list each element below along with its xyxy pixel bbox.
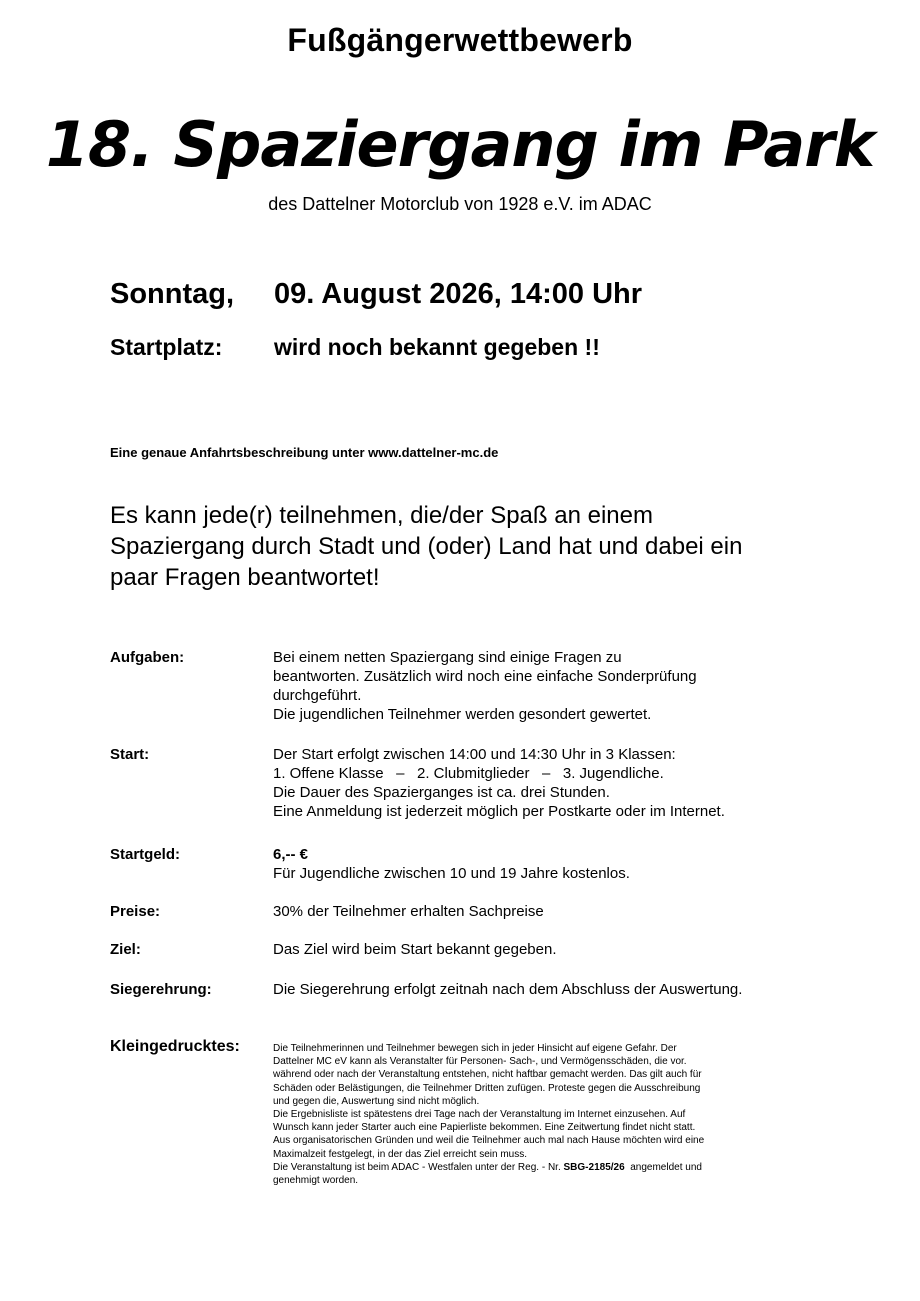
start-line: Der Start erfolgt zwischen 14:00 und 14:30 Uhr in 3 Klassen: xyxy=(273,746,676,763)
fineprint-line: Die Teilnehmerinnen und Teilnehmer bewegen sich in jeder Hinsicht auf eigene Gefahr. Der xyxy=(273,1043,677,1054)
intro-line: Es kann jede(r) teilnehmen, die/der Spaß an einem xyxy=(110,502,653,529)
start-text xyxy=(273,745,833,821)
registration-line xyxy=(273,1161,818,1174)
startgeld-label: Startgeld: xyxy=(110,846,181,863)
fineprint-line: Wunsch kann jeder Starter auch eine Papierliste bekommen. Eine Zeitwertung findet nicht statt. xyxy=(273,1122,696,1134)
start-line: 1. Offene Klasse – 2. Clubmitglieder – 3. Jugendliche. xyxy=(273,765,664,782)
fineprint-line: Aus organisatorischen Gründen und weil die Teilnehmer auch mal nach Hause möchten wird eine xyxy=(273,1135,705,1147)
aufgaben-line: durchgeführt. xyxy=(273,687,362,704)
intro-line: paar Fragen beantwortet! xyxy=(110,564,380,591)
kicker-heading: Fußgängerwettbewerb xyxy=(287,22,633,58)
start-line: Die Dauer des Spazierganges ist ca. drei Stunden. xyxy=(273,784,610,801)
directions-note: Eine genaue Anfahrtsbeschreibung unter www.dattelner-mc.de xyxy=(110,445,499,460)
intro-paragraph xyxy=(110,500,830,593)
fineprint-line: Maximalzeit festgelegt, in der das Ziel erreicht sein muss. xyxy=(273,1148,527,1160)
registration-number: SBG-2185/26 xyxy=(563,1161,625,1173)
siegerehrung-value: Die Siegerehrung erfolgt zeitnah nach dem Abschluss der Auswertung. xyxy=(273,981,743,998)
ziel-value: Das Ziel wird beim Start bekannt gegeben. xyxy=(273,941,557,958)
fineprint-line: Die Ergebnisliste ist spätestens drei Tage nach der Veranstaltung im Internet einzusehen. Auf xyxy=(273,1109,686,1121)
startgeld-text xyxy=(273,845,833,883)
registration-suffix: angemeldet und xyxy=(630,1161,702,1173)
aufgaben-text xyxy=(273,648,833,724)
date-row xyxy=(110,278,642,311)
siegerehrung-label: Siegerehrung: xyxy=(110,981,212,998)
aufgaben-line: Bei einem netten Spaziergang sind einige Fragen zu xyxy=(273,649,622,666)
date-time: 09. August 2026, 14:00 Uhr xyxy=(274,278,643,310)
registration-prefix: Die Veranstaltung ist beim ADAC - Westfalen unter der Reg. - Nr. xyxy=(273,1161,561,1173)
preise-value: 30% der Teilnehmer erhalten Sachpreise xyxy=(273,903,544,920)
fineprint-line: genehmigt worden. xyxy=(273,1175,359,1187)
startplatz-label: Startplatz: xyxy=(110,334,223,360)
aufgaben-label: Aufgaben: xyxy=(110,649,185,666)
start-label: Start: xyxy=(110,746,150,763)
event-title: 18. Spaziergang im Park xyxy=(45,108,875,181)
aufgaben-line: beantworten. Zusätzlich wird noch eine einfache Sonderprüfung xyxy=(273,668,697,685)
organizer-subtitle: des Dattelner Motorclub von 1928 e.V. im ADAC xyxy=(268,194,652,214)
aufgaben-line: Die jugendlichen Teilnehmer werden gesondert gewertet. xyxy=(273,706,652,723)
fineprint-text xyxy=(273,1042,818,1187)
intro-line: Spaziergang durch Stadt und (oder) Land hat und dabei ein xyxy=(110,533,743,560)
fineprint-line: Dattelner MC eV kann als Veranstalter für Personen- Sach-, und Vermögensschäden, die vor. xyxy=(273,1056,687,1068)
ziel-label: Ziel: xyxy=(110,941,141,958)
startgeld-note: Für Jugendliche zwischen 10 und 19 Jahre kostenlos. xyxy=(273,865,630,882)
fineprint-line: während oder nach der Veranstaltung entstehen, nicht haftbar gemacht werden. Das gilt auch für xyxy=(273,1069,702,1081)
fineprint-line: Schäden oder Belästigungen, die Teilnehmer Dritten zufügen. Proteste gegen die Ausschreibung xyxy=(273,1082,701,1094)
fineprint-line: und gegen die, Auswertung sind nicht möglich. xyxy=(273,1095,480,1107)
day-label: Sonntag, xyxy=(110,278,235,310)
fineprint-label: Kleingedrucktes: xyxy=(110,1038,240,1055)
startplatz-row xyxy=(110,334,600,361)
preise-label: Preise: xyxy=(110,903,161,920)
startgeld-amount: 6,-- € xyxy=(273,846,309,863)
start-line: Eine Anmeldung ist jederzeit möglich per Postkarte oder im Internet. xyxy=(273,803,725,820)
startplatz-value: wird noch bekannt gegeben !! xyxy=(274,334,600,360)
